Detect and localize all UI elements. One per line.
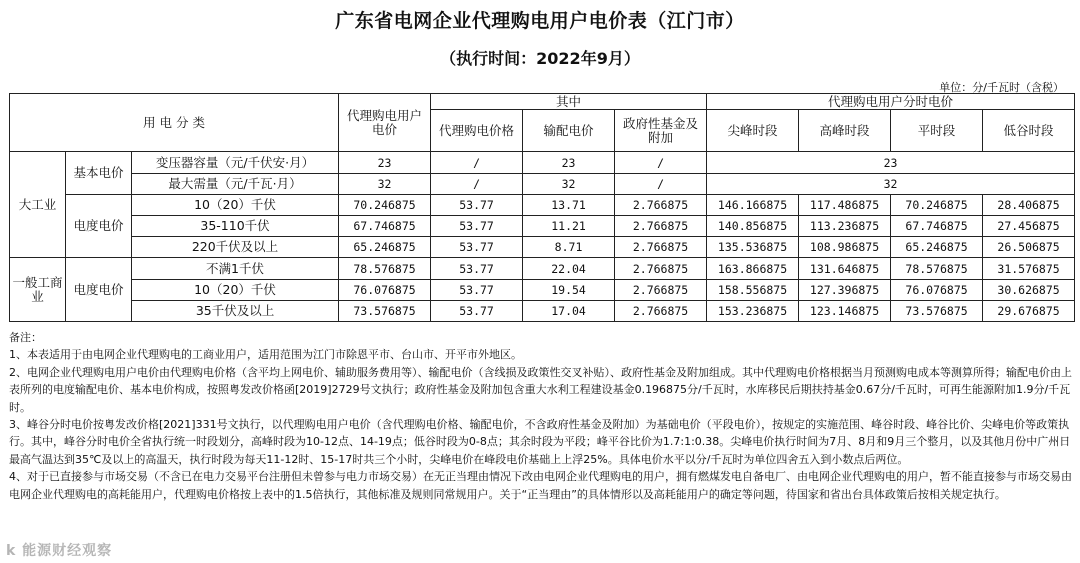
cell-fund: 2.766875 [615,195,707,216]
cell-valley: 26.506875 [983,237,1075,258]
header-valley: 低谷时段 [983,110,1075,152]
group-energy-price: 电度电价 [66,258,132,322]
price-table [9,93,1075,322]
header-transmission: 输配电价 [523,110,615,152]
cell-fund: / [615,152,707,174]
header-of-which: 其中 [431,94,707,110]
row-label: 220千伏及以上 [132,237,339,258]
cell-high: 127.396875 [799,280,891,301]
page-title: 广东省电网企业代理购电用户电价表（江门市） [335,10,745,32]
cell-agency-price: 78.576875 [339,258,431,280]
notes-section [9,329,1077,503]
cell-high: 117.486875 [799,195,891,216]
row-label: 变压器容量（元/千伏安·月） [132,152,339,174]
cell-transmission: 13.71 [523,195,615,216]
cell-agency-price: 32 [339,174,431,195]
table-row [10,216,1075,237]
cell-high: 131.646875 [799,258,891,280]
cell-fund: 2.766875 [615,216,707,237]
note-item: 4、对于已直接参与市场交易（不含已在电力交易平台注册但未曾参与电力市场交易）在无正当理由情况下改由电网企业代理购电的用户，拥有燃煤发电自备电厂、由电网企业代理购电的用户，暂不能直接参与市场交易由电网企业代理购电的高耗能用户，代理购电价格按上表中的1.5倍执行，其他标准及规则同常规用户。关于“正当理由”的具体情形以及高耗能用户的确定等问题，待国家和省出台具体政策后按相关规定执行。 [9,470,1072,501]
cell-transmission: 19.54 [523,280,615,301]
group-basic-price: 基本电价 [66,152,132,195]
cell-purchase: 53.77 [431,216,523,237]
cell-flat: 73.576875 [891,301,983,322]
cell-purchase: / [431,174,523,195]
cell-peak: 135.536875 [707,237,799,258]
cell-peak: 153.236875 [707,301,799,322]
header-fund: 政府性基金及附加 [615,110,707,152]
cell-flat: 76.076875 [891,280,983,301]
row-label: 35千伏及以上 [132,301,339,322]
cell-valley: 30.626875 [983,280,1075,301]
cell-peak: 140.856875 [707,216,799,237]
group-general-commerce: 一般工商业 [10,258,66,322]
notes-heading: 备注： [9,331,42,344]
cell-fund: 2.766875 [615,280,707,301]
watermark: k 能源财经观察 [6,543,113,559]
header-agency-price: 代理购电用户电价 [339,94,431,152]
table-row [10,237,1075,258]
cell-purchase: 53.77 [431,195,523,216]
cell-agency-price: 67.746875 [339,216,431,237]
cell-valley: 31.576875 [983,258,1075,280]
row-label: 不满1千伏 [132,258,339,280]
cell-flat: 65.246875 [891,237,983,258]
cell-fund: 2.766875 [615,258,707,280]
cell-transmission: 8.71 [523,237,615,258]
cell-peak: 163.866875 [707,258,799,280]
cell-high: 108.986875 [799,237,891,258]
table-row [10,280,1075,301]
cell-agency-price: 70.246875 [339,195,431,216]
cell-purchase: / [431,152,523,174]
row-label: 35-110千伏 [132,216,339,237]
cell-agency-price: 23 [339,152,431,174]
note-item: 3、峰谷分时电价按粤发改价格[2021]331号文执行，以代理购电用户电价（含代理购电价格、输配电价，不含政府性基金及附加）为基础电价（平段电价），按规定的实施范围、峰谷时段、峰谷比价、尖峰电价等政策执行。其中，峰谷分时电价全省执行统一时段划分，高峰时段为10-12点、14-19点；低谷时段为0-8点；其余时段为平段；峰平谷比价为1.7:1:0.38。尖峰电价执行时间为7月、8月和9月三个整月，以及其他月份中广州日最高气温达到35℃及以上的高温天，执行时段为每天11-12时、15-17时共三个小时，尖峰电价在峰段电价基础上上浮25%。具体电价水平以分/千瓦时为单位四舍五入到小数点后两位。 [9,418,1071,466]
cell-transmission: 23 [523,152,615,174]
header-high: 高峰时段 [799,110,891,152]
header-flat: 平时段 [891,110,983,152]
header-purchase: 代理购电价格 [431,110,523,152]
cell-fund: 2.766875 [615,237,707,258]
cell-agency-price: 73.576875 [339,301,431,322]
table-row [10,174,1075,195]
cell-flat: 70.246875 [891,195,983,216]
cell-fund: 2.766875 [615,301,707,322]
row-label: 最大需量（元/千瓦·月） [132,174,339,195]
row-label: 10（20）千伏 [132,280,339,301]
cell-purchase: 53.77 [431,280,523,301]
cell-transmission: 11.21 [523,216,615,237]
cell-high: 113.236875 [799,216,891,237]
cell-transmission: 32 [523,174,615,195]
note-item: 1、本表适用于由电网企业代理购电的工商业用户，适用范围为江门市除恩平市、台山市、开平市外地区。 [9,348,522,362]
header-peak: 尖峰时段 [707,110,799,152]
cell-transmission: 17.04 [523,301,615,322]
cell-purchase: 53.77 [431,237,523,258]
page-subtitle: （执行时间：2022年9月） [440,49,640,68]
cell-transmission: 22.04 [523,258,615,280]
cell-peak: 146.166875 [707,195,799,216]
cell-tou-merged: 32 [707,174,1075,195]
header-category: 用 电 分 类 [10,94,339,152]
group-large-industry: 大工业 [10,152,66,258]
cell-tou-merged: 23 [707,152,1075,174]
cell-flat: 67.746875 [891,216,983,237]
cell-purchase: 53.77 [431,301,523,322]
cell-flat: 78.576875 [891,258,983,280]
cell-valley: 27.456875 [983,216,1075,237]
cell-agency-price: 76.076875 [339,280,431,301]
table-row [10,152,1075,174]
cell-high: 123.146875 [799,301,891,322]
table-row [10,258,1075,280]
cell-peak: 158.556875 [707,280,799,301]
cell-valley: 28.406875 [983,195,1075,216]
unit-label: 单位：分/千瓦时（含税） [939,81,1064,94]
group-energy-price: 电度电价 [66,195,132,258]
cell-agency-price: 65.246875 [339,237,431,258]
cell-fund: / [615,174,707,195]
row-label: 10（20）千伏 [132,195,339,216]
note-item: 2、电网企业代理购电用户电价由代理购电价格（含平均上网电价、辅助服务费用等）、输配电价（含线损及政策性交叉补贴）、政府性基金及附加组成。其中代理购电价格根据当月预测购电成本等测算所得；输配电价由上表所列的电度输配电价、基本电价构成，按照粤发改价格函[2019]2729号文执行；政府性基金及附加包含重大水利工程建设基金0.196875分/千瓦时，水库移民后期扶持基金0.67分/千瓦时，可再生能源附加1.9分/千瓦时。 [9,365,1072,414]
header-tou: 代理购电用户分时电价 [707,94,1075,110]
cell-valley: 29.676875 [983,301,1075,322]
table-row [10,195,1075,216]
cell-purchase: 53.77 [431,258,523,280]
table-row [10,301,1075,322]
